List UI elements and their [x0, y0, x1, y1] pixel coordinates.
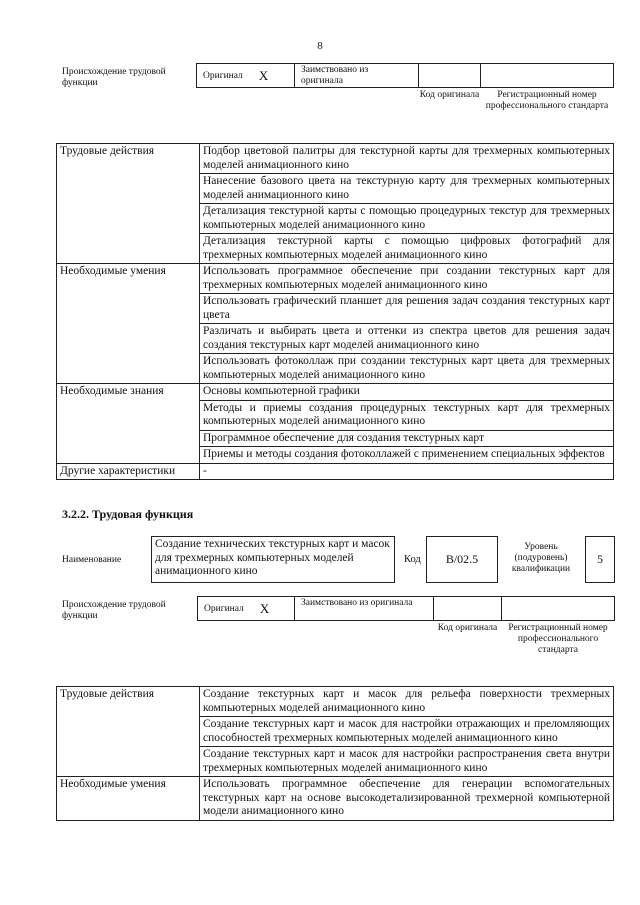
- row-item: Детализация текстурной карты с помощью процедурных текстур для трехмерных компьютерных моделей анимационного кино: [200, 204, 614, 234]
- code-label: Код: [404, 554, 421, 565]
- origin-label: Происхождение трудовой функции: [62, 600, 166, 621]
- original-cell: [197, 596, 295, 621]
- row-item: Программное обеспечение для создания текстурных карт: [200, 430, 614, 447]
- code-caption: Код оригинала: [437, 623, 498, 633]
- original-mark: X: [258, 67, 269, 83]
- page-number: 8: [317, 40, 323, 52]
- table-row: [57, 687, 614, 717]
- row-item: Различать и выбирать цвета и оттенки из спектра цветов для решения задач создания текстурных карт моделей анимационного кино: [200, 324, 614, 354]
- row-item: Использовать графический планшет для решения задач создания текстурных карт цвета: [200, 294, 614, 324]
- table-row: [57, 384, 614, 401]
- level-value-box: 5: [585, 536, 615, 583]
- row-item: Использовать фотоколлаж при создании текстурных карт цвета для трехмерных компьютерных моделей анимационного кино: [200, 354, 614, 384]
- row-item: Создание текстурных карт и масок для настройки распространения света внутри трехмерных компьютерных моделей анимационного кино: [200, 747, 614, 777]
- code-value-box: B/02.5: [426, 536, 498, 583]
- original-mark: X: [259, 600, 270, 616]
- code-caption: Код оригинала: [419, 90, 480, 100]
- table-row: [57, 777, 614, 821]
- row-label: Необходимые умения: [57, 777, 200, 821]
- row-item: Приемы и методы создания фотоколлажей с применением специальных эффектов: [200, 447, 614, 464]
- borrowed-cell: Заимствовано из оригинала: [294, 596, 434, 621]
- row-item: Использовать программное обеспечение при создании текстурных карт для трехмерных компьютерных моделей анимационного кино: [200, 264, 614, 294]
- row-item: Детализация текстурной карты с помощью цифровых фотографий для трехмерных компьютерных моделей анимационного кино: [200, 234, 614, 264]
- borrowed-cell: Заимствовано из оригинала: [294, 63, 419, 88]
- row-label: Трудовые действия: [57, 144, 200, 264]
- functions-table-1: [56, 143, 614, 480]
- row-label: Необходимые знания: [57, 384, 200, 464]
- table-row: [57, 463, 614, 480]
- origin-label: Происхождение трудовой функции: [62, 67, 166, 88]
- section-heading: 3.2.2. Трудовая функция: [62, 507, 194, 521]
- original-code-cell: [418, 63, 481, 88]
- row-item: Создание текстурных карт и масок для рельефа поверхности трехмерных компьютерных моделей анимационного кино: [200, 687, 614, 717]
- original-cell: [196, 63, 295, 88]
- row-label: Необходимые умения: [57, 264, 200, 384]
- table-row: [57, 264, 614, 294]
- row-item: -: [200, 463, 614, 480]
- functions-table-2: [56, 686, 614, 821]
- table-row: [57, 144, 614, 174]
- row-label: Трудовые действия: [57, 687, 200, 777]
- name-label: Наименование: [62, 555, 122, 565]
- original-code-cell: [433, 596, 502, 621]
- row-item: Подбор цветовой палитры для текстурной карты для трехмерных компьютерных моделей анимационного кино: [200, 144, 614, 174]
- row-item: Использовать программное обеспечение для генерации вспомогательных текстурных карт на основе высокодетализированной трехмерной компьютерной модели анимационного кино: [200, 777, 614, 821]
- registration-caption: Регистрационный номер профессионального стандарта: [508, 623, 608, 655]
- row-item: Методы и приемы создания процедурных текстурных карт для трехмерных компьютерных моделей анимационного кино: [200, 400, 614, 430]
- level-label: Уровень (подуровень) квалификации: [511, 542, 571, 574]
- original-label: Оригинал: [204, 603, 244, 614]
- registration-caption: Регистрационный номер профессионального стандарта: [485, 90, 609, 111]
- row-item: Нанесение базового цвета на текстурную карту для трехмерных компьютерных моделей анимационного кино: [200, 174, 614, 204]
- registration-number-cell: [480, 63, 614, 88]
- row-item: Основы компьютерной графики: [200, 384, 614, 401]
- original-label: Оригинал: [203, 70, 243, 81]
- row-label: Другие характеристики: [57, 463, 200, 480]
- row-item: Создание текстурных карт и масок для настройки отражающих и преломляющих способностей трехмерных компьютерных моделей анимационного кино: [200, 717, 614, 747]
- function-name-box: Создание технических текстурных карт и масок для трехмерных компьютерных моделей анимационного кино: [151, 536, 395, 583]
- registration-number-cell: [501, 596, 615, 621]
